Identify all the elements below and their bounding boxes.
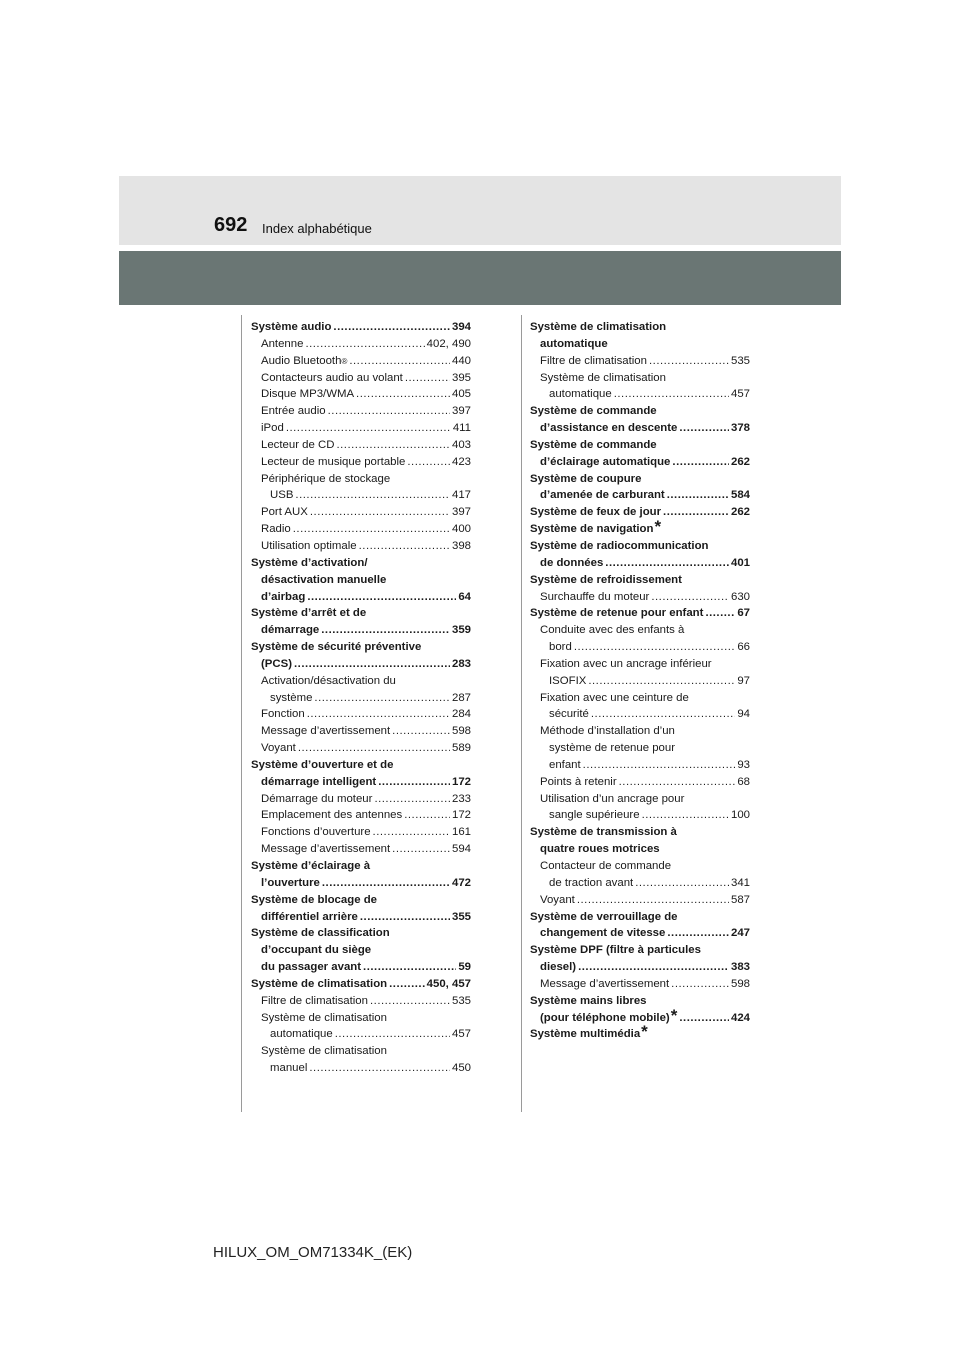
index-subentry [251, 1010, 471, 1027]
entry-label: Antenne [261, 337, 304, 350]
dot-leader [349, 353, 450, 370]
entry-label: Système de climatisation [540, 371, 666, 384]
index-subentry [530, 791, 750, 808]
index-subentry [530, 487, 750, 504]
entry-label: Entrée audio [261, 405, 326, 418]
page-reference: 397 [451, 506, 471, 519]
page-reference: 233 [451, 792, 471, 805]
dot-leader [333, 319, 450, 336]
page-reference: 383 [730, 961, 750, 974]
entry-label: Fixation avec une ceinture de [540, 691, 689, 704]
index-subentry [530, 336, 750, 353]
entry-label: automatique [549, 388, 612, 401]
entry-label: Système audio [251, 321, 332, 333]
index-entry [251, 639, 471, 656]
index-subentry [251, 959, 471, 976]
entry-label: manuel [270, 1062, 308, 1075]
page-reference: 172 [451, 775, 471, 788]
page-reference: 59 [458, 961, 471, 974]
index-subentry [530, 454, 750, 471]
index-entry [251, 892, 471, 909]
entry-label: sangle supérieure [549, 809, 640, 822]
index-subentry [251, 807, 471, 824]
dot-leader [577, 892, 729, 909]
dot-leader [705, 605, 735, 622]
entry-label: changement de vitesse [540, 927, 666, 940]
entry-label: Message d’avertissement [540, 977, 670, 990]
entry-label: démarrage [261, 624, 320, 637]
page-reference: 401 [730, 556, 750, 569]
page-reference: 287 [451, 691, 471, 704]
dot-leader [307, 706, 450, 723]
index-subentry [530, 639, 750, 656]
index-entry [251, 976, 471, 993]
header-bar [119, 251, 841, 305]
index-subentry [251, 673, 471, 690]
index-subentry [530, 690, 750, 707]
entry-label: Système de coupure [530, 472, 642, 485]
entry-label: désactivation manuelle [261, 573, 387, 586]
entry-label: Message d’avertissement [261, 843, 391, 856]
page-reference: 423 [451, 455, 471, 468]
entry-label: Système de feux de jour [530, 506, 662, 519]
page-number: 692 [214, 214, 248, 236]
entry-label: Lecteur de CD [261, 438, 335, 451]
index-subentry [251, 690, 471, 707]
index-subentry [251, 471, 471, 488]
registered-mark: ® [341, 356, 348, 366]
index-subentry [530, 386, 750, 403]
index-entry [530, 942, 750, 959]
page-reference: 359 [451, 624, 471, 637]
entry-label: Système multimédia [530, 1028, 641, 1041]
entry-label: Filtre de climatisation [261, 994, 368, 1007]
dot-leader [404, 807, 450, 824]
index-subentry [251, 437, 471, 454]
entry-label: démarrage intelligent [261, 775, 377, 788]
index-entry [530, 909, 750, 926]
page-reference: 67 [737, 607, 750, 620]
index-entry: Système multimédia * [530, 1022, 648, 1042]
index-subentry [251, 656, 471, 673]
page-reference: 93 [737, 758, 750, 771]
index-entry [530, 605, 750, 622]
page-reference: 378 [730, 422, 750, 435]
dot-leader [635, 875, 729, 892]
dot-leader [373, 824, 450, 841]
index-subentry [251, 504, 471, 521]
entry-label: Système d’arrêt et de [251, 607, 367, 620]
index-entry [251, 605, 471, 622]
index-entry [251, 555, 471, 572]
page-reference: 97 [737, 674, 750, 687]
entry-label: Utilisation optimale [261, 539, 357, 552]
dot-leader [619, 774, 736, 791]
index-subentry [530, 875, 750, 892]
column-divider-middle [521, 315, 522, 1112]
index-subentry [251, 521, 471, 538]
page-reference: 630 [730, 590, 750, 603]
dot-leader [679, 1010, 729, 1027]
entry-label: Système de radiocommunication [530, 539, 709, 552]
dot-leader [667, 487, 729, 504]
page-reference: 262 [730, 455, 750, 468]
page-reference: 450 [451, 1062, 471, 1075]
entry-label: Filtre de climatisation [540, 354, 647, 367]
page-reference: 417 [451, 489, 471, 502]
dot-leader [389, 976, 425, 993]
entry-label: Activation/désactivation du [261, 674, 396, 687]
entry-label: Système d’activation/ [251, 556, 368, 569]
dot-leader [672, 454, 729, 471]
dot-leader [574, 639, 736, 656]
entry-label: Système de climatisation [530, 321, 667, 333]
entry-label: Fonction [261, 708, 305, 721]
entry-label: Système de climatisation [261, 1011, 387, 1024]
dot-leader [405, 370, 450, 387]
index-subentry [530, 892, 750, 909]
index-subentry [251, 370, 471, 387]
index-subentry [251, 589, 471, 606]
page-reference: 283 [451, 657, 471, 670]
page-reference: 598 [451, 725, 471, 738]
entry-label: Système de sécurité préventive [251, 641, 422, 654]
index-entry [530, 471, 750, 488]
dot-leader [667, 925, 729, 942]
entry-label: système de retenue pour [549, 742, 676, 755]
entry-label: l’ouverture [261, 876, 320, 889]
index-subentry [530, 656, 750, 673]
page-reference: 424 [730, 1011, 750, 1024]
dot-leader [314, 690, 450, 707]
dot-leader [294, 656, 450, 673]
entry-label: d’occupant du siège [261, 944, 372, 957]
index-subentry [530, 841, 750, 858]
column-divider-left [241, 315, 242, 1112]
index-entry [530, 319, 750, 336]
page-reference: 450, 457 [426, 977, 471, 990]
entry-label: USB [270, 489, 294, 502]
page-reference: 94 [737, 708, 750, 721]
index-subentry [251, 993, 471, 1010]
index-subentry [251, 740, 471, 757]
dot-leader [663, 504, 729, 521]
index-entry [530, 538, 750, 555]
index-subentry [251, 538, 471, 555]
dot-leader [321, 622, 450, 639]
index-subentry [251, 403, 471, 420]
index-subentry [251, 841, 471, 858]
entry-label: Lecteur de musique portable [261, 455, 406, 468]
dot-leader [298, 740, 450, 757]
entry-label: bord [549, 641, 572, 654]
entry-label: Audio Bluetooth [261, 354, 342, 367]
index-entry [251, 319, 471, 336]
entry-label: Conduite avec des enfants à [540, 624, 685, 637]
page-reference: 394 [451, 321, 471, 333]
dot-leader [651, 589, 729, 606]
index-subentry [251, 942, 471, 959]
page-reference: 172 [451, 809, 471, 822]
entry-label: Méthode d’installation d’un [540, 725, 675, 738]
page-reference: 355 [451, 910, 471, 923]
entry-label: Système de retenue pour enfant [530, 607, 704, 620]
dot-leader [614, 386, 729, 403]
dot-leader [305, 336, 424, 353]
page-reference: 397 [451, 405, 471, 418]
page-reference: 66 [737, 641, 750, 654]
page-reference: 584 [730, 489, 750, 502]
entry-label: de données [540, 556, 604, 569]
index-entry [251, 858, 471, 875]
dot-leader [360, 909, 450, 926]
dot-leader [335, 1026, 450, 1043]
index-subentry [251, 622, 471, 639]
index-entry [530, 824, 750, 841]
page-reference: 405 [451, 388, 471, 401]
entry-label: Surchauffe du moteur [540, 590, 650, 603]
index-subentry [530, 925, 750, 942]
entry-label: diesel) [540, 961, 577, 974]
page-reference: 395 [451, 371, 471, 384]
page-reference: 247 [730, 927, 750, 940]
index-subentry [530, 370, 750, 387]
entry-label: (pour téléphone mobile) [540, 1011, 670, 1024]
entry-label: Système d’éclairage à [251, 860, 371, 872]
entry-label: d’airbag [261, 590, 306, 603]
index-subentry [530, 555, 750, 572]
entry-label: Emplacement des antennes [261, 809, 403, 822]
index-subentry [251, 336, 471, 353]
page-reference: 598 [730, 977, 750, 990]
dot-leader [671, 976, 729, 993]
dot-leader [328, 403, 450, 420]
dot-leader [359, 538, 450, 555]
entry-label: Utilisation d’un ancrage pour [540, 792, 685, 805]
dot-leader [307, 589, 456, 606]
entry-label: Système de refroidissement [530, 573, 682, 586]
section-title: Index alphabétique [262, 221, 372, 236]
entry-label: Fonctions d’ouverture [261, 826, 371, 839]
entry-label: Contacteur de commande [540, 860, 672, 872]
entry-label: Disque MP3/WMA [261, 388, 355, 401]
index-entry [530, 403, 750, 420]
dot-leader [588, 673, 735, 690]
index-subentry [251, 487, 471, 504]
dot-leader [374, 791, 450, 808]
entry-label: automatique [270, 1028, 333, 1041]
page-reference: 589 [451, 742, 471, 755]
page-reference: 161 [451, 826, 471, 839]
entry-label: Système de verrouillage de [530, 910, 678, 923]
page-reference: 594 [451, 843, 471, 856]
dot-leader [356, 386, 450, 403]
page-reference: 402, 490 [426, 337, 471, 350]
page-reference: 262 [730, 506, 750, 519]
index-subentry [530, 976, 750, 993]
entry-label: Système de classification [251, 927, 390, 940]
entry-label: automatique [540, 337, 608, 350]
index-subentry [530, 673, 750, 690]
index-subentry [530, 774, 750, 791]
index-subentry [530, 353, 750, 370]
page-reference: 341 [730, 876, 750, 889]
index-subentry [530, 740, 750, 757]
index-entry [251, 757, 471, 774]
index-subentry [530, 959, 750, 976]
dot-leader [407, 454, 450, 471]
entry-label: Système DPF (filtre à particules [530, 944, 701, 957]
index-subentry [530, 706, 750, 723]
entry-label: différentiel arrière [261, 910, 358, 923]
entry-label: Système de blocage de [251, 893, 377, 906]
index-subentry [530, 420, 750, 437]
entry-label: Démarrage du moteur [261, 792, 373, 805]
dot-leader [378, 774, 450, 791]
entry-label: d’assistance en descente [540, 422, 678, 435]
index-entry: Système de navigation * [530, 517, 662, 537]
entry-label: Système de climatisation [251, 977, 388, 990]
entry-label: d’amenée de carburant [540, 489, 665, 502]
entry-label: Voyant [540, 893, 575, 906]
entry-label: Système de navigation [530, 523, 654, 536]
document-code: HILUX_OM_OM71334K_(EK) [213, 1244, 413, 1261]
index-subentry [251, 706, 471, 723]
page-reference: 535 [451, 994, 471, 1007]
entry-label: Voyant [261, 742, 296, 755]
index-subentry [530, 807, 750, 824]
index-column-left [251, 319, 471, 1077]
index-subentry [251, 909, 471, 926]
page-reference: 284 [451, 708, 471, 721]
dot-leader [293, 521, 450, 538]
index-entry [530, 993, 750, 1010]
entry-label: Fixation avec un ancrage inférieur [540, 657, 712, 670]
entry-label: Radio [261, 523, 291, 536]
dot-leader [605, 555, 729, 572]
page-reference: 403 [451, 438, 471, 451]
index-subentry [251, 353, 471, 370]
entry-label: Système de transmission à [530, 826, 677, 839]
index-subentry [530, 589, 750, 606]
entry-label: Système de commande [530, 438, 657, 451]
index-subentry: (pour téléphone mobile) * ..... 424 [530, 1010, 750, 1027]
page-reference: 411 [452, 422, 471, 435]
entry-label: Système mains libres [530, 994, 647, 1007]
page-reference: 472 [451, 876, 471, 889]
page-reference: 398 [451, 539, 471, 552]
entry-label: (PCS) [261, 657, 293, 670]
index-subentry [530, 757, 750, 774]
index-subentry [251, 875, 471, 892]
page-reference: 587 [730, 893, 750, 906]
index-subentry [530, 858, 750, 875]
index-subentry [251, 791, 471, 808]
index-subentry [530, 622, 750, 639]
entry-label: d’éclairage automatique [540, 455, 671, 468]
dot-leader [591, 706, 735, 723]
index-column-right [530, 319, 750, 1043]
dot-leader [295, 487, 450, 504]
index-subentry [251, 774, 471, 791]
index-entry [251, 925, 471, 942]
dot-leader [583, 757, 736, 774]
entry-label: de traction avant [549, 876, 634, 889]
entry-label: ISOFIX [549, 674, 587, 687]
index-subentry [251, 723, 471, 740]
dot-leader [578, 959, 729, 976]
entry-label: Port AUX [261, 506, 308, 519]
entry-label: quatre roues motrices [540, 843, 660, 856]
index-subentry [251, 1043, 471, 1060]
dot-leader [392, 723, 450, 740]
dot-leader [642, 807, 729, 824]
dot-leader [363, 959, 456, 976]
page-reference: 400 [451, 523, 471, 536]
entry-label: Contacteurs audio au volant [261, 371, 403, 384]
index-subentry [251, 824, 471, 841]
page-reference: 457 [730, 388, 750, 401]
entry-label: enfant [549, 758, 581, 771]
page-reference: 440 [451, 354, 471, 367]
entry-label: iPod [261, 422, 284, 435]
dot-leader [322, 875, 450, 892]
page-reference: 68 [737, 775, 750, 788]
entry-label: Périphérique de stockage [261, 472, 391, 485]
entry-label: Système d’ouverture et de [251, 758, 394, 771]
page-reference: 535 [730, 354, 750, 367]
dot-leader [392, 841, 450, 858]
index-entry [530, 572, 750, 589]
dot-leader [286, 420, 451, 437]
index-subentry [251, 1060, 471, 1077]
page-reference: 457 [451, 1028, 471, 1041]
index-subentry [251, 1026, 471, 1043]
index-entry [530, 504, 750, 521]
page-reference: 64 [458, 590, 471, 603]
index-subentry [530, 723, 750, 740]
entry-label: système [270, 691, 313, 704]
entry-label: Message d’avertissement [261, 725, 391, 738]
dot-leader [649, 353, 729, 370]
dot-leader [309, 1060, 450, 1077]
dot-leader [679, 420, 729, 437]
entry-label: Points à retenir [540, 775, 617, 788]
index-subentry [251, 386, 471, 403]
index-entry [530, 437, 750, 454]
index-subentry [251, 420, 471, 437]
entry-label: Système de commande [530, 405, 657, 418]
page-reference: 100 [730, 809, 750, 822]
dot-leader [310, 504, 450, 521]
entry-label: sécurité [549, 708, 589, 721]
dot-leader [336, 437, 450, 454]
entry-label: du passager avant [261, 961, 362, 974]
index-subentry [251, 572, 471, 589]
entry-label: Système de climatisation [261, 1045, 387, 1058]
dot-leader [370, 993, 450, 1010]
index-subentry [251, 454, 471, 471]
